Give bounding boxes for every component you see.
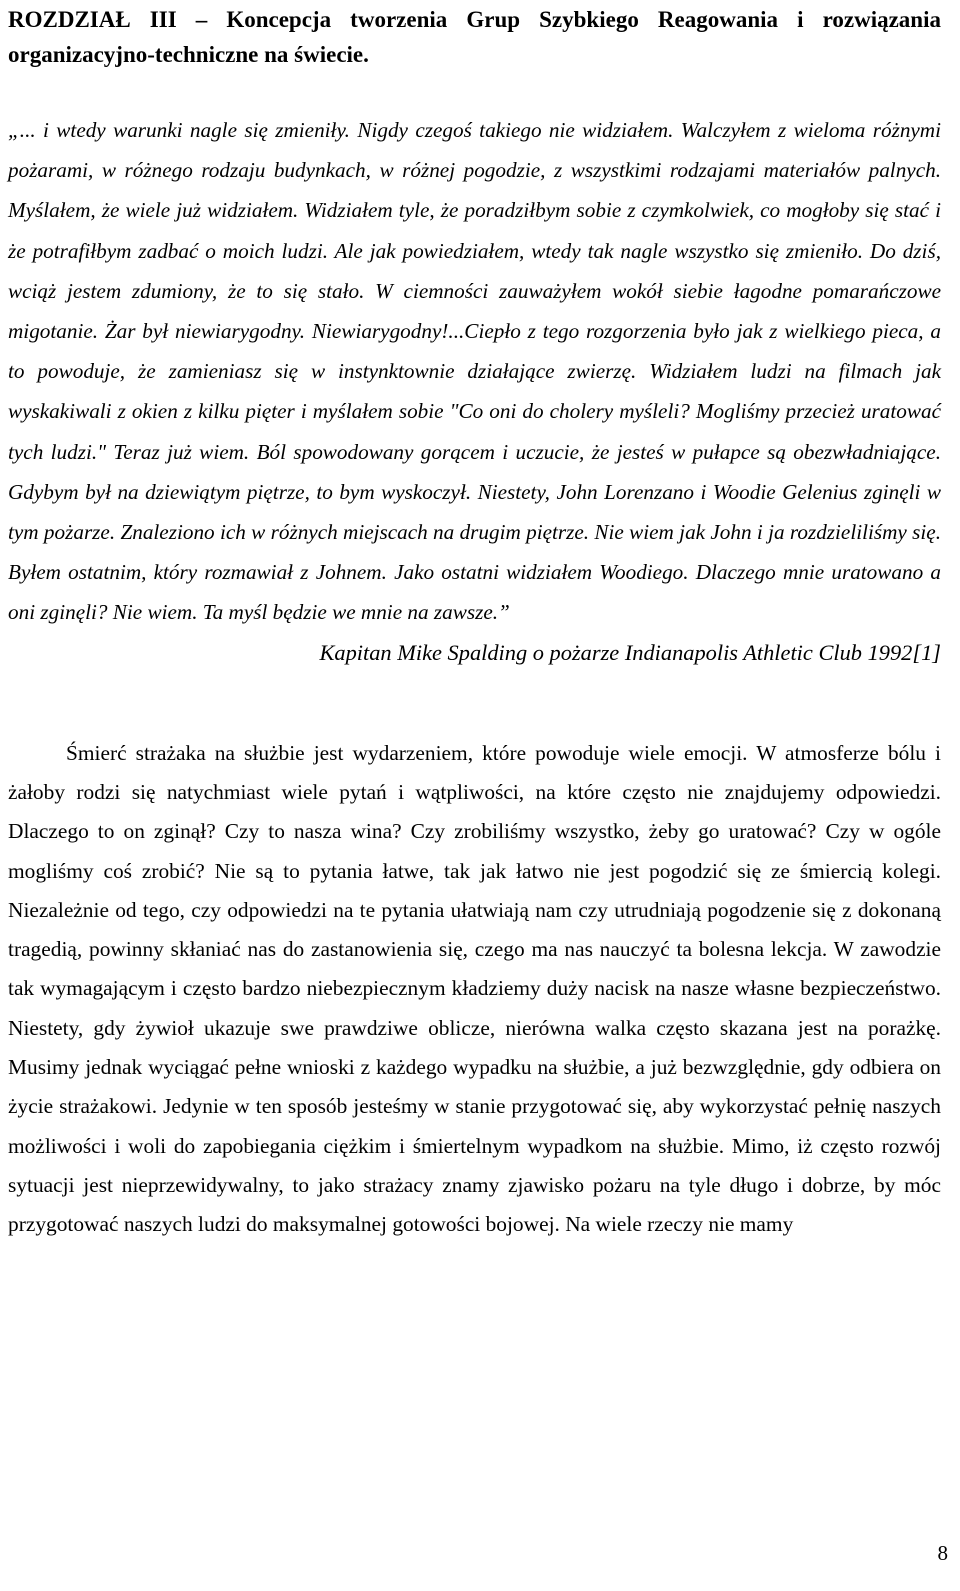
document-page	[8, 0, 941, 1245]
body-paragraph: Śmierć strażaka na służbie jest wydarzeniem, które powoduje wiele emocji. W atmosferze bólu i żałoby rodzi się natychmiast wiele pytań i wątpliwości, na które często nie znajdujemy odpowiedzi. Dlaczego to on zginął? Czy to nasza wina? Czy zrobiliśmy wszystko, żeby go uratować? Czy w ogóle mogliśmy coś zrobić? Nie są to pytania łatwe, tak jak łatwo nie jest pogodzić się ze śmiercią kolegi. Niezależnie od tego, czy odpowiedzi na te pytania ułatwiają nam czy utrudniają pogodzenie się z dokonaną tragedią, powinny skłaniać nas do zastanowienia się, czego ma nas nauczyć ta bolesna lekcja. W zawodzie tak wymagającym i często bardzo niebezpiecznym kładziemy duży nacisk na nasze własne bezpieczeństwo. Niestety, gdy żywioł ukazuje swe prawdziwe oblicze, nierówna walka często skazana jest na porażkę. Musimy jednak wyciągać pełne wnioski z każdego wypadku na służbie, a już bezwzględnie, gdy odbiera on życie strażakowi. Jedynie w ten sposób jesteśmy w stanie przygotować się, aby wykorzystać pełnię naszych możliwości i woli do zapobiegania ciężkim i śmiertelnym wypadkom na służbie. Mimo, iż często rozwój sytuacji jest nieprzewidywalny, to jako strażacy znamy zjawisko pożaru na tyle długo i dobrze, by móc przygotować naszych ludzi do maksymalnej gotowości bojowej. Na wiele rzeczy nie mamy	[8, 740, 941, 1237]
page-number: 8	[937, 1541, 948, 1565]
chapter-title: ROZDZIAŁ III – Koncepcja tworzenia Grup Szybkiego Reagowania i rozwiązania organizacyjno-techniczne na świecie.	[8, 7, 941, 67]
epigraph-quote: „... i wtedy warunki nagle się zmieniły. Nigdy czegoś takiego nie widziałem. Walczyłem z wieloma różnymi pożarami, w różnego rodzaju budynkach, w różnej pogodzie, z wszystkimi rodzajami materiałów palnych. Myślałem, że wiele już widziałem. Widziałem tyle, że poradziłbym sobie z czymkolwiek, co mogłoby się stać i że potrafiłbym zadbać o moich ludzi. Ale jak powiedziałem, wtedy tak nagle wszystko się zmieniło. Do dziś, wciąż jestem zdumiony, że to się stało. W ciemności zauważyłem wokół siebie łagodne pomarańczowe migotanie. Żar był niewiarygodny. Niewiarygodny!...Ciepło z tego rozgorzenia było jak z wielkiego pieca, a to powoduje, że zamieniasz się w instynktownie działające zwierzę. Widziałem ludzi na filmach jak wyskakiwali z okien z kilku pięter i myślałem sobie "Co oni do cholery myśleli? Mogliśmy przecież uratować tych ludzi." Teraz już wiem. Ból spowodowany gorącem i uczucie, że jesteś w pułapce są obezwładniające. Gdybym był na dziewiątym piętrze, to bym wyskoczył. Niestety, John Lorenzano i Woodie Gelenius zginęli w tym pożarze. Znaleziono ich w różnych miejscach na drugim piętrze. Nie wiem jak John i ja rozdzieliliśmy się. Byłem ostatnim, który rozmawiał z Johnem. Jako ostatni widziałem Woodiego. Dlaczego mnie uratowano a oni zginęli? Nie wiem. Ta myśl będzie we mnie na zawsze.”	[8, 118, 941, 625]
quote-attribution: Kapitan Mike Spalding o pożarze Indianapolis Athletic Club 1992[1]	[319, 639, 941, 665]
